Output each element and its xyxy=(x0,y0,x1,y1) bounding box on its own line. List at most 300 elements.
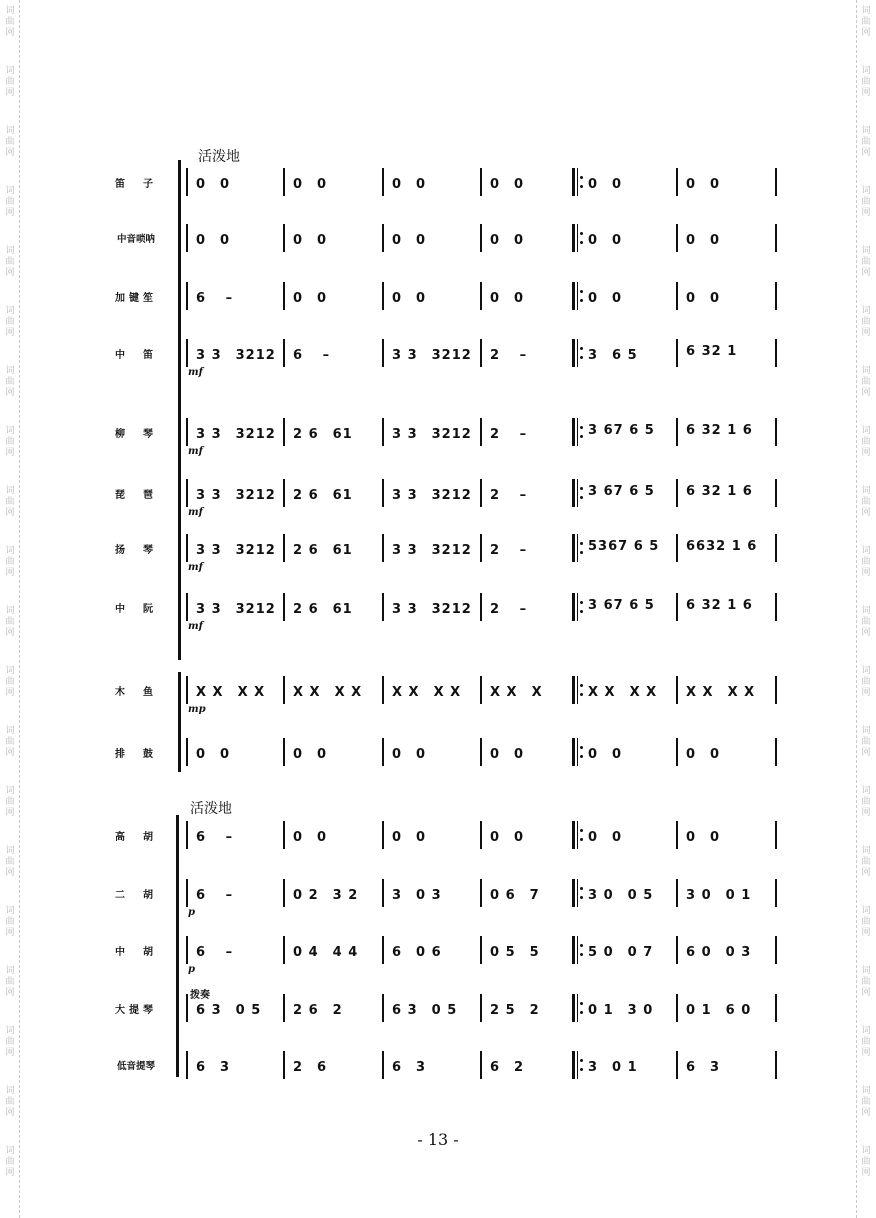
barline xyxy=(775,418,777,446)
barline xyxy=(283,224,285,252)
watermark-char: 词 xyxy=(861,246,871,256)
barline xyxy=(676,282,678,310)
measure-notes: 0 5 5 xyxy=(490,945,540,960)
watermark-char: 曲 xyxy=(861,437,871,447)
measure-notes: 6 – xyxy=(293,348,331,363)
technique-marking: 拨奏 xyxy=(190,990,210,1001)
repeat-thick-line xyxy=(572,879,575,907)
measure-notes: X X X X xyxy=(196,685,266,700)
watermark-char: 词 xyxy=(5,66,15,76)
watermark-char: 曲 xyxy=(861,77,871,87)
barline xyxy=(480,676,482,704)
repeat-thick-line xyxy=(572,282,575,310)
barline xyxy=(283,1051,285,1079)
watermark-char: 网 xyxy=(5,508,15,518)
watermark-char: 曲 xyxy=(5,77,15,87)
barline xyxy=(382,534,384,562)
measure-notes: 0 0 xyxy=(588,233,623,248)
dynamic-marking: mf xyxy=(188,507,203,518)
watermark-char: 曲 xyxy=(861,737,871,747)
measure-notes: 0 0 xyxy=(392,233,427,248)
watermark-char: 网 xyxy=(861,568,871,578)
repeat-dot xyxy=(580,347,583,350)
tempo-mark-strings: 活泼地 xyxy=(190,801,232,817)
watermark-char: 网 xyxy=(861,808,871,818)
watermark-char: 网 xyxy=(5,868,15,878)
instrument-name: 柳 琴 xyxy=(115,429,157,440)
repeat-thin-line xyxy=(577,593,578,621)
watermark-char: 曲 xyxy=(861,917,871,927)
repeat-barline xyxy=(572,1051,584,1079)
repeat-barline xyxy=(572,534,584,562)
barline xyxy=(676,479,678,507)
watermark-char: 词 xyxy=(5,966,15,976)
watermark-char: 曲 xyxy=(5,257,15,267)
repeat-thick-line xyxy=(572,479,575,507)
measure-notes: 6 32 1 6 xyxy=(686,484,753,499)
dynamic-marking: mf xyxy=(188,446,203,457)
watermark-char: 曲 xyxy=(5,917,15,927)
barline xyxy=(775,936,777,964)
measure-notes: 3 67 6 5 xyxy=(588,423,655,438)
barline xyxy=(283,994,285,1022)
measure-notes: 0 1 3 0 xyxy=(588,1003,654,1018)
repeat-barline xyxy=(572,879,584,907)
measure-notes: 2 – xyxy=(490,348,528,363)
measure-notes: 5367 6 5 xyxy=(588,539,660,554)
measure-notes: 3 0 3 xyxy=(392,888,442,903)
watermark-char: 曲 xyxy=(861,797,871,807)
barline xyxy=(382,479,384,507)
barline xyxy=(186,479,188,507)
measure-notes: 0 0 xyxy=(588,177,623,192)
watermark-char: 网 xyxy=(5,1168,15,1178)
barline xyxy=(775,879,777,907)
watermark-char: 词 xyxy=(5,1146,15,1156)
watermark-char: 网 xyxy=(861,1048,871,1058)
watermark-char: 曲 xyxy=(861,137,871,147)
watermark-char: 网 xyxy=(861,148,871,158)
barline xyxy=(480,339,482,367)
barline xyxy=(283,676,285,704)
barline xyxy=(382,879,384,907)
measure-notes: 3 3 3212 xyxy=(196,543,276,558)
measure-notes: 6 2 xyxy=(490,1060,525,1075)
watermark-char: 词 xyxy=(5,126,15,136)
watermark-char: 曲 xyxy=(5,17,15,27)
repeat-dot xyxy=(580,1011,583,1014)
measure-notes: 6 3 xyxy=(686,1060,721,1075)
repeat-thick-line xyxy=(572,676,575,704)
watermark-char: 网 xyxy=(861,208,871,218)
barline xyxy=(480,282,482,310)
barline xyxy=(480,224,482,252)
repeat-thin-line xyxy=(577,994,578,1022)
measure-notes: 3 3 3212 xyxy=(392,602,472,617)
instrument-name: 中音唢呐 xyxy=(116,234,155,245)
instrument-name: 琵 琶 xyxy=(115,490,157,501)
barline xyxy=(480,418,482,446)
barline xyxy=(283,879,285,907)
measure-notes: 2 6 2 xyxy=(293,1003,343,1018)
barline xyxy=(676,339,678,367)
instrument-name: 加键笙 xyxy=(115,293,157,304)
measure-notes: 2 6 xyxy=(293,1060,328,1075)
measure-notes: 0 0 xyxy=(588,291,623,306)
barline xyxy=(186,994,188,1022)
measure-notes: 0 0 xyxy=(196,177,231,192)
barline xyxy=(283,534,285,562)
measure-notes: 3 67 6 5 xyxy=(588,484,655,499)
repeat-thin-line xyxy=(577,168,578,196)
watermark-char: 曲 xyxy=(861,17,871,27)
repeat-dot xyxy=(580,1002,583,1005)
measure-notes: 0 0 xyxy=(293,233,328,248)
measure-notes: 0 0 xyxy=(686,177,721,192)
watermark-char: 曲 xyxy=(5,197,15,207)
watermark-char: 词 xyxy=(861,546,871,556)
repeat-thin-line xyxy=(577,821,578,849)
barline xyxy=(186,282,188,310)
measure-notes: 6 – xyxy=(196,888,234,903)
watermark-char: 网 xyxy=(5,88,15,98)
measure-notes: 2 6 61 xyxy=(293,602,353,617)
page-number: - 13 - xyxy=(417,1130,459,1149)
watermark-char: 词 xyxy=(5,786,15,796)
measure-notes: 3 3 3212 xyxy=(196,488,276,503)
barline xyxy=(775,821,777,849)
repeat-thick-line xyxy=(572,339,575,367)
repeat-dot xyxy=(580,1059,583,1062)
barline xyxy=(775,676,777,704)
watermark-char: 词 xyxy=(861,1086,871,1096)
measure-notes: 0 0 xyxy=(490,747,525,762)
repeat-dot xyxy=(580,896,583,899)
barline xyxy=(775,282,777,310)
repeat-dot xyxy=(580,290,583,293)
watermark-char: 曲 xyxy=(5,1097,15,1107)
measure-notes: 3 0 1 xyxy=(588,1060,638,1075)
repeat-dot xyxy=(580,496,583,499)
barline xyxy=(775,168,777,196)
repeat-barline xyxy=(572,282,584,310)
barline xyxy=(186,936,188,964)
repeat-dot xyxy=(580,551,583,554)
barline xyxy=(676,418,678,446)
watermark-char: 网 xyxy=(5,208,15,218)
watermark-char: 词 xyxy=(5,366,15,376)
watermark-char: 网 xyxy=(861,868,871,878)
watermark-char: 曲 xyxy=(861,1097,871,1107)
watermark-char: 曲 xyxy=(861,377,871,387)
repeat-dot xyxy=(580,487,583,490)
watermark-char: 词 xyxy=(5,546,15,556)
repeat-dot xyxy=(580,241,583,244)
system-brace-upper xyxy=(178,160,181,660)
watermark-char: 网 xyxy=(861,268,871,278)
watermark-char: 曲 xyxy=(861,677,871,687)
measure-notes: 0 0 xyxy=(588,830,623,845)
barline xyxy=(480,479,482,507)
measure-notes: X X X X xyxy=(392,685,462,700)
watermark-char: 网 xyxy=(861,988,871,998)
watermark-char: 词 xyxy=(5,726,15,736)
dynamic-marking: mf xyxy=(188,367,203,378)
measure-notes: 0 0 xyxy=(490,830,525,845)
barline xyxy=(382,224,384,252)
measure-notes: 6 3 0 5 xyxy=(196,1003,262,1018)
watermark-char: 网 xyxy=(861,928,871,938)
barline xyxy=(676,224,678,252)
instrument-name: 大提琴 xyxy=(115,1005,157,1016)
barline xyxy=(480,821,482,849)
measure-notes: 0 0 xyxy=(196,233,231,248)
watermark-char: 词 xyxy=(5,1026,15,1036)
repeat-barline xyxy=(572,479,584,507)
repeat-thick-line xyxy=(572,593,575,621)
dynamic-marking: mf xyxy=(188,621,203,632)
repeat-thick-line xyxy=(572,168,575,196)
repeat-dot xyxy=(580,356,583,359)
measure-notes: 2 6 61 xyxy=(293,427,353,442)
repeat-dot xyxy=(580,944,583,947)
measure-notes: 3 0 0 5 xyxy=(588,888,654,903)
barline xyxy=(480,593,482,621)
repeat-thin-line xyxy=(577,738,578,766)
watermark-char: 曲 xyxy=(5,977,15,987)
barline xyxy=(480,534,482,562)
repeat-dot xyxy=(580,435,583,438)
measure-notes: 0 1 6 0 xyxy=(686,1003,752,1018)
measure-notes: 0 0 xyxy=(392,177,427,192)
watermark-char: 网 xyxy=(5,928,15,938)
barline xyxy=(382,821,384,849)
barline xyxy=(775,738,777,766)
barline xyxy=(382,282,384,310)
barline xyxy=(283,339,285,367)
system-brace-percussion xyxy=(178,672,181,772)
barline xyxy=(676,1051,678,1079)
barline xyxy=(186,676,188,704)
repeat-dot xyxy=(580,838,583,841)
barline xyxy=(186,738,188,766)
repeat-thin-line xyxy=(577,676,578,704)
watermark-char: 曲 xyxy=(5,497,15,507)
watermark-char: 网 xyxy=(861,328,871,338)
watermark-char: 曲 xyxy=(5,1037,15,1047)
repeat-dot xyxy=(580,610,583,613)
measure-notes: 0 0 xyxy=(588,747,623,762)
watermark-char: 词 xyxy=(861,426,871,436)
barline xyxy=(382,936,384,964)
barline xyxy=(283,593,285,621)
measure-notes: 6 32 1 6 xyxy=(686,423,753,438)
barline xyxy=(186,821,188,849)
barline xyxy=(283,936,285,964)
watermark-char: 网 xyxy=(5,628,15,638)
repeat-dot xyxy=(580,1068,583,1071)
barline xyxy=(676,936,678,964)
measure-notes: 0 0 xyxy=(392,747,427,762)
measure-notes: 2 6 61 xyxy=(293,543,353,558)
watermark-char: 曲 xyxy=(861,197,871,207)
instrument-name: 高 胡 xyxy=(115,832,157,843)
barline xyxy=(775,593,777,621)
barline xyxy=(480,168,482,196)
measure-notes: 2 – xyxy=(490,488,528,503)
watermark-char: 曲 xyxy=(5,377,15,387)
barline xyxy=(480,936,482,964)
repeat-barline xyxy=(572,418,584,446)
measure-notes: 3 67 6 5 xyxy=(588,598,655,613)
watermark-char: 网 xyxy=(861,628,871,638)
barline xyxy=(283,418,285,446)
repeat-barline xyxy=(572,738,584,766)
watermark-char: 曲 xyxy=(5,797,15,807)
barline xyxy=(382,418,384,446)
barline xyxy=(775,339,777,367)
watermark-char: 网 xyxy=(861,388,871,398)
repeat-thin-line xyxy=(577,418,578,446)
barline xyxy=(186,418,188,446)
measure-notes: 6 32 1 6 xyxy=(686,598,753,613)
barline xyxy=(775,994,777,1022)
watermark-char: 网 xyxy=(5,808,15,818)
measure-notes: 0 0 xyxy=(490,291,525,306)
barline xyxy=(382,1051,384,1079)
repeat-barline xyxy=(572,593,584,621)
repeat-thick-line xyxy=(572,738,575,766)
watermark-char: 网 xyxy=(5,1108,15,1118)
barline xyxy=(382,994,384,1022)
watermark-char: 词 xyxy=(861,366,871,376)
repeat-barline xyxy=(572,339,584,367)
repeat-thin-line xyxy=(577,339,578,367)
watermark-char: 词 xyxy=(5,846,15,856)
repeat-dot xyxy=(580,176,583,179)
repeat-dot xyxy=(580,693,583,696)
repeat-thin-line xyxy=(577,282,578,310)
measure-notes: X X X xyxy=(490,685,543,700)
watermark-char: 词 xyxy=(5,666,15,676)
measure-notes: 3 3 3212 xyxy=(392,488,472,503)
repeat-thick-line xyxy=(572,821,575,849)
repeat-barline xyxy=(572,821,584,849)
repeat-dot xyxy=(580,232,583,235)
measure-notes: 2 – xyxy=(490,543,528,558)
repeat-barline xyxy=(572,994,584,1022)
measure-notes: 6 0 6 xyxy=(392,945,442,960)
measure-notes: 0 0 xyxy=(490,177,525,192)
measure-notes: 0 0 xyxy=(686,830,721,845)
dynamic-marking: p xyxy=(188,964,195,975)
measure-notes: 3 3 3212 xyxy=(392,427,472,442)
measure-notes: 0 0 xyxy=(392,291,427,306)
measure-notes: 0 0 xyxy=(293,291,328,306)
measure-notes: 0 0 xyxy=(293,177,328,192)
repeat-thick-line xyxy=(572,418,575,446)
instrument-name: 中 胡 xyxy=(115,947,157,958)
measure-notes: 3 3 3212 xyxy=(196,427,276,442)
barline xyxy=(186,168,188,196)
watermark-char: 曲 xyxy=(5,437,15,447)
watermark-char: 网 xyxy=(861,688,871,698)
measure-notes: X X X X xyxy=(293,685,363,700)
watermark-char: 网 xyxy=(5,988,15,998)
watermark-char: 网 xyxy=(5,568,15,578)
watermark-char: 词 xyxy=(861,666,871,676)
repeat-thick-line xyxy=(572,534,575,562)
measure-notes: 0 6 7 xyxy=(490,888,540,903)
barline xyxy=(186,534,188,562)
dynamic-marking: p xyxy=(188,907,195,918)
repeat-thick-line xyxy=(572,994,575,1022)
watermark-char: 词 xyxy=(861,1026,871,1036)
measure-notes: 0 0 xyxy=(293,830,328,845)
instrument-name: 中 笛 xyxy=(115,350,157,361)
watermark-char: 网 xyxy=(861,1168,871,1178)
watermark-char: 网 xyxy=(861,28,871,38)
barline xyxy=(480,879,482,907)
watermark-char: 网 xyxy=(861,1108,871,1118)
measure-notes: 2 6 61 xyxy=(293,488,353,503)
instrument-name: 低音提琴 xyxy=(116,1061,155,1072)
repeat-dot xyxy=(580,426,583,429)
watermark-char: 曲 xyxy=(5,617,15,627)
barline xyxy=(382,676,384,704)
measure-notes: 3 3 3212 xyxy=(392,348,472,363)
repeat-thin-line xyxy=(577,936,578,964)
measure-notes: 6632 1 6 xyxy=(686,539,758,554)
measure-notes: 6 – xyxy=(196,830,234,845)
watermark-char: 曲 xyxy=(5,557,15,567)
measure-notes: 0 2 3 2 xyxy=(293,888,359,903)
measure-notes: X X X X xyxy=(686,685,756,700)
measure-notes: 6 – xyxy=(196,945,234,960)
measure-notes: X X X X xyxy=(588,685,658,700)
repeat-thin-line xyxy=(577,1051,578,1079)
measure-notes: 6 3 0 5 xyxy=(392,1003,458,1018)
measure-notes: 6 3 xyxy=(196,1060,231,1075)
barline xyxy=(186,879,188,907)
barline xyxy=(283,282,285,310)
watermark-char: 词 xyxy=(861,966,871,976)
watermark-char: 网 xyxy=(5,388,15,398)
instrument-name: 木 鱼 xyxy=(115,687,157,698)
barline xyxy=(283,738,285,766)
watermark-char: 网 xyxy=(5,28,15,38)
watermark-char: 词 xyxy=(5,426,15,436)
barline xyxy=(676,738,678,766)
measure-notes: 0 0 xyxy=(686,291,721,306)
barline xyxy=(480,994,482,1022)
watermark-char: 词 xyxy=(861,186,871,196)
repeat-thin-line xyxy=(577,534,578,562)
repeat-dot xyxy=(580,953,583,956)
repeat-barline xyxy=(572,168,584,196)
watermark-char: 词 xyxy=(5,906,15,916)
barline xyxy=(775,479,777,507)
watermark-char: 曲 xyxy=(861,257,871,267)
watermark-char: 曲 xyxy=(5,137,15,147)
repeat-dot xyxy=(580,601,583,604)
measure-notes: 6 0 0 3 xyxy=(686,945,752,960)
watermark-char: 网 xyxy=(5,748,15,758)
watermark-char: 曲 xyxy=(861,317,871,327)
watermark-char: 曲 xyxy=(861,557,871,567)
measure-notes: 0 0 xyxy=(686,233,721,248)
repeat-barline xyxy=(572,936,584,964)
